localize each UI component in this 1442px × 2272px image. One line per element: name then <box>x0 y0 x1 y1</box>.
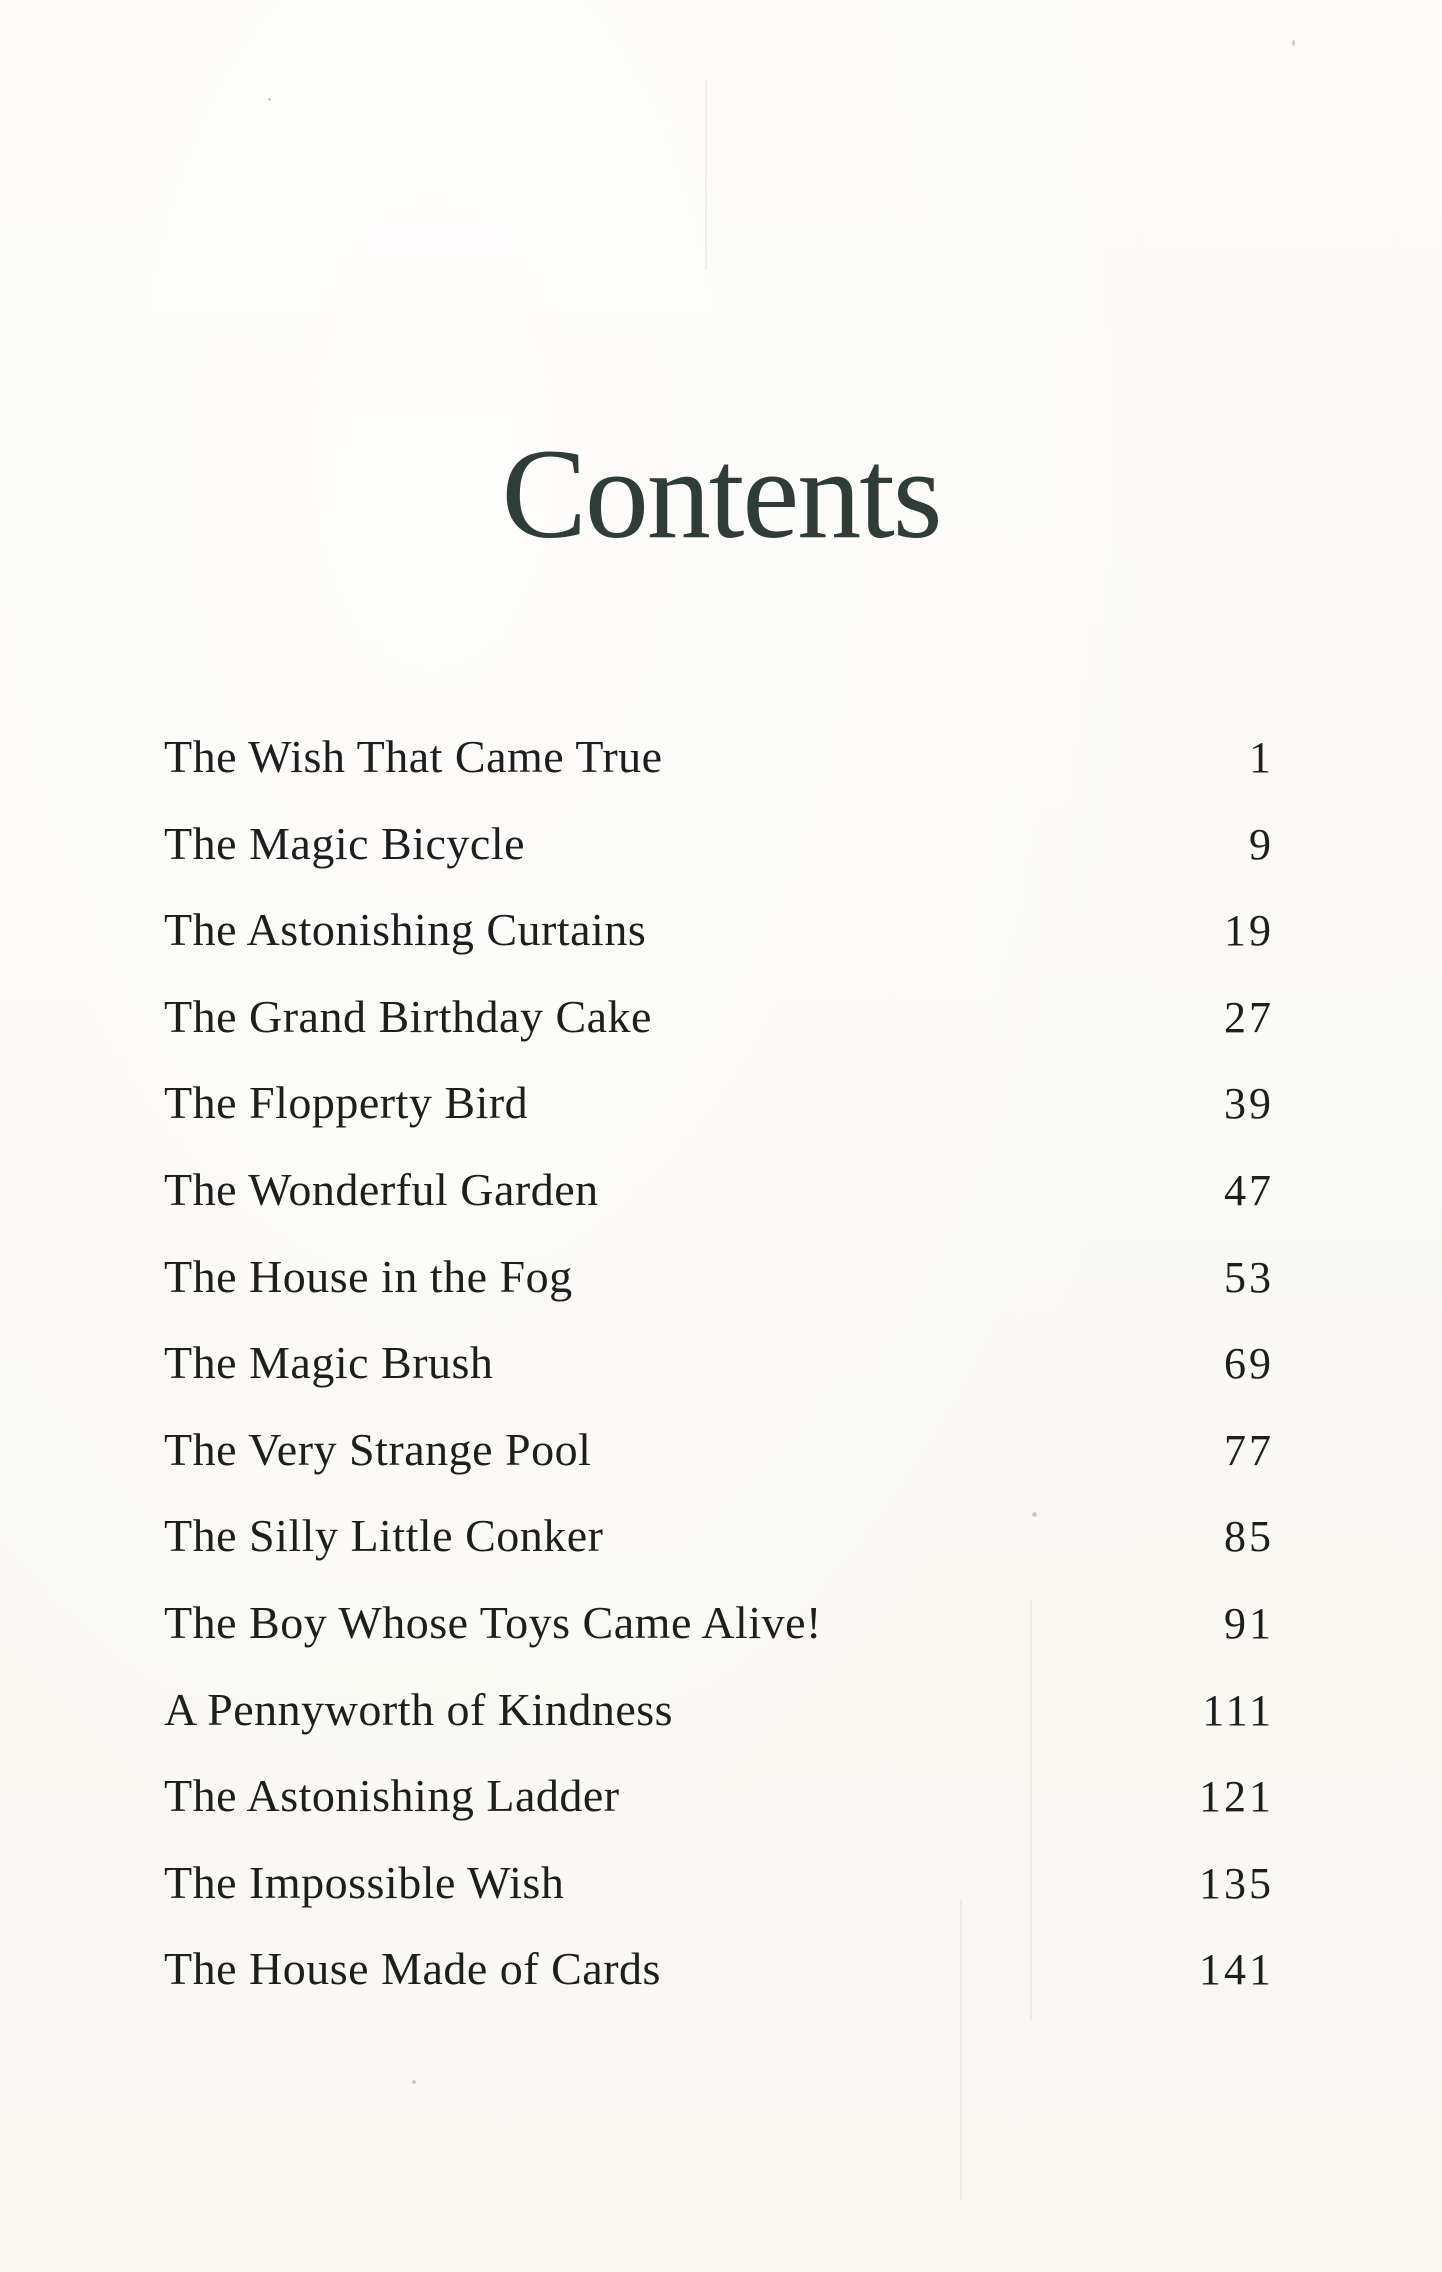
toc-entry-page: 85 <box>1224 1512 1274 1562</box>
toc-entry-page: 111 <box>1202 1685 1274 1735</box>
toc-entry-title: The Flopperty Bird <box>164 1077 529 1129</box>
toc-entry-title: The Astonishing Curtains <box>164 904 647 956</box>
toc-entry-page: 19 <box>1224 906 1274 956</box>
toc-entry <box>164 1242 1274 1329</box>
toc-entry <box>164 1588 1274 1675</box>
toc-entry <box>164 809 1274 896</box>
toc-entry-page: 141 <box>1199 1945 1274 1995</box>
toc-entry-page: 1 <box>1249 733 1274 782</box>
toc-entry-page: 69 <box>1224 1339 1274 1389</box>
toc-entry-title: The Very Strange Pool <box>164 1423 592 1475</box>
page-title: Contents <box>501 423 941 565</box>
toc-entry-page: 39 <box>1224 1079 1274 1129</box>
toc-entry <box>164 1415 1274 1502</box>
table-of-contents <box>164 722 1274 2021</box>
toc-entry-title: The Impossible Wish <box>164 1856 565 1908</box>
toc-entry-page: 135 <box>1199 1858 1274 1908</box>
toc-entry-title: The House Made of Cards <box>164 1943 661 1995</box>
toc-entry <box>164 982 1274 1069</box>
toc-entry <box>164 1934 1274 2021</box>
toc-entry-title: The Silly Little Conker <box>164 1510 604 1562</box>
paper-speck <box>1292 40 1295 46</box>
toc-entry-title: The Grand Birthday Cake <box>164 990 652 1042</box>
paper-crease <box>705 80 707 270</box>
toc-entry-page: 91 <box>1224 1598 1274 1648</box>
toc-entry-page: 47 <box>1224 1165 1274 1215</box>
toc-entry-title: The Astonishing Ladder <box>164 1770 620 1822</box>
toc-entry-page: 121 <box>1199 1772 1274 1822</box>
toc-entry <box>164 722 1274 809</box>
toc-entry-title: The Boy Whose Toys Came Alive! <box>164 1596 822 1648</box>
toc-entry-title: The House in the Fog <box>164 1250 573 1302</box>
toc-entry-page: 53 <box>1224 1252 1274 1302</box>
toc-entry-title: The Magic Bicycle <box>164 817 526 869</box>
toc-entry <box>164 1848 1274 1935</box>
toc-entry-title: The Wish That Came True <box>164 731 663 782</box>
toc-entry-title: The Wonderful Garden <box>164 1163 599 1215</box>
toc-entry <box>164 1155 1274 1242</box>
toc-entry-title: A Pennyworth of Kindness <box>164 1683 674 1735</box>
toc-entry <box>164 895 1274 982</box>
toc-entry-page: 27 <box>1224 992 1274 1042</box>
toc-entry-page: 77 <box>1224 1425 1274 1475</box>
paper-speck <box>412 2080 416 2084</box>
toc-entry <box>164 1328 1274 1415</box>
toc-entry <box>164 1675 1274 1762</box>
toc-entry-page: 9 <box>1249 819 1274 869</box>
toc-entry <box>164 1068 1274 1155</box>
toc-entry <box>164 1501 1274 1588</box>
toc-entry-title: The Magic Brush <box>164 1337 494 1389</box>
paper-speck <box>268 98 271 101</box>
toc-entry <box>164 1761 1274 1848</box>
